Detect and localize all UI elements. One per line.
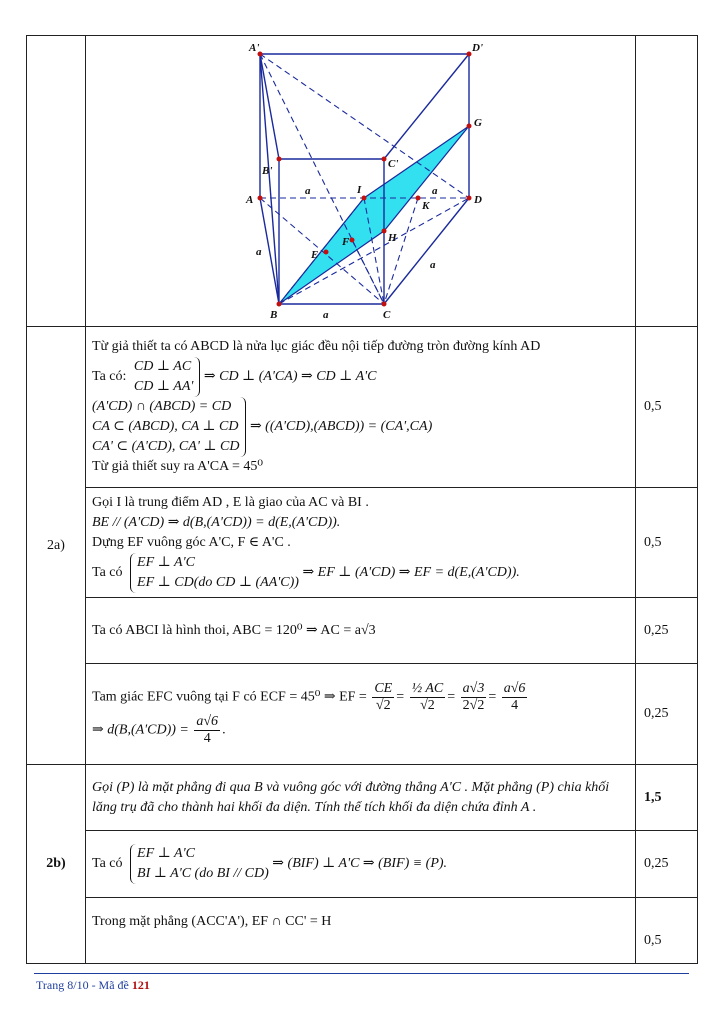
r1-line1: Từ giả thiết ta có ABCD là nửa lục giác đều nội tiếp đường tròn đường kính AD [92,339,541,354]
row-distance [27,488,698,598]
edge-ApB [260,54,279,304]
label-a1: a [305,185,311,197]
figure-row-label-cell [27,36,86,327]
r1-line2: Ta có: CD ⊥ AC CD ⊥ AA' ⇒ CD ⊥ (A'CA) ⇒ CD ⊥ A'C [92,357,629,397]
part-2a-label: 2a) [27,327,86,765]
figure-row [27,36,698,327]
row-intersection [27,898,698,964]
exam-code: 121 [131,978,150,992]
footer-prefix: Trang 8/10 - Mã đề [36,978,132,992]
row-triangle [27,664,698,765]
label-G: G [474,117,482,129]
label-B: B [270,309,278,321]
label-Dp: D' [472,42,483,54]
row-plane [27,831,698,898]
label-a3: a [256,246,262,258]
row-question [27,765,698,831]
row-plane-content [86,831,636,898]
dash-FC [352,240,384,304]
row-intersection-content [86,898,636,964]
label-I: I [357,184,362,196]
label-Bp: B' [262,165,273,177]
edge-ApBp [260,54,279,159]
r5-text: Gọi (P) là mặt phẳng đi qua B và vuông góc với đường thẳng A'C . Mặt phẳng (P) chia khối lăng trụ đã cho thành hai khối đa diện. Tính thể tích khối đa diện chứa đỉnh A . [92,779,610,815]
label-C: C [383,309,391,321]
label-a4: a [430,259,436,271]
r7-score: 0,5 [636,898,698,964]
label-Cp: C' [388,158,399,170]
label-H: H [388,232,397,244]
r1-line3: (A'CD) ∩ (ABCD) = CD CA ⊂ (ABCD), CA ⊥ CD CA' ⊂ (A'CD), CA' ⊥ CD ⇒ ((A'CD),(ABCD)) = (CA',CA) [92,397,629,457]
footer-rule [34,973,689,974]
section-polygon [279,126,469,304]
r7-text: Trong mặt phẳng (ACC'A'), EF ∩ CC' = H [92,914,332,929]
row-distance-content [86,488,636,598]
r1-score: 0,5 [636,327,698,488]
row-question-content [86,765,636,831]
r6-score: 0,25 [636,831,698,898]
part-2b-label: 2b) [27,765,86,964]
edge-DpCp [384,54,469,159]
label-Ap: A' [249,42,260,54]
r3-text: Ta có ABCI là hình thoi, ABC = 120⁰ ⇒ AC = a√3 [92,622,376,638]
label-a5: a [323,309,329,321]
r6-line1: Ta có EF ⊥ A'C BI ⊥ A'C (do BI // CD) ⇒ (BIF) ⊥ A'C ⇒ (BIF) ≡ (P). [92,844,629,884]
figure-cell [86,36,636,327]
label-E: E [311,249,319,261]
edge-AB [260,198,279,304]
label-A: A [246,194,254,206]
row-angle-content [86,327,636,488]
label-a2: a [432,185,438,197]
r3-score: 0,25 [636,598,698,664]
r2-score: 0,5 [636,488,698,598]
prism-figure [86,36,646,326]
r4-score: 0,25 [636,664,698,765]
label-F: F [342,236,350,248]
r2-line2: BE // (A'CD) ⇒ d(B,(A'CD)) = d(E,(A'CD)). [92,514,341,530]
r4-line2: ⇒ d(B,(A'CD)) = $\frac{a√6}{4}$ . [92,714,226,746]
label-K: K [422,200,430,212]
label-D: D [474,194,482,206]
r2-line3: Dựng EF vuông góc A'C, F ∈ A'C . [92,534,291,550]
row-rhombus [27,598,698,664]
r2-line4: Ta có EF ⊥ A'C EF ⊥ CD(do CD ⊥ (AA'C)) ⇒ EF ⊥ (A'CD) ⇒ EF = d(E,(A'CD)). [92,553,629,593]
r1-line4: Từ giả thiết suy ra A'CA = 45⁰ [92,459,263,474]
r5-score: 1,5 [636,765,698,831]
row-triangle-content [86,664,636,765]
page-footer [36,978,150,993]
row-angle [27,327,698,488]
dash-ApD [260,54,469,198]
solution-table [26,35,698,964]
row-rhombus-content [86,598,636,664]
r4-line1: Tam giác EFC vuông tại F có ECF = 45⁰ ⇒ EF = $\frac{CE}{√2}$ = $\frac{\text{½ AC}}{√2}$ = $\frac{a√3}{2√2}$ = $\frac{a√6}{4}$ [92,681,526,713]
r2-line1: Gọi I là trung điểm AD , E là giao của AC và BI . [92,494,369,510]
